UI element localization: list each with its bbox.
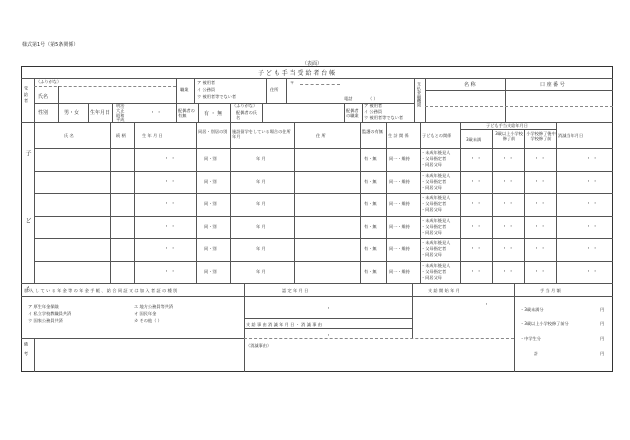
pension-option-b[interactable]: イ 私立学校教職員共済 xyxy=(28,311,72,316)
child-row-category-1[interactable]: ・未成年後見人 xyxy=(421,172,451,178)
bank-name-label: 名 称 xyxy=(464,82,476,88)
child-row-under3[interactable]: ・ ・ xyxy=(470,178,482,185)
recipient-section-label: 受給者 xyxy=(24,86,29,105)
child-row-living[interactable]: 同一・維持 xyxy=(389,201,410,206)
job-label: 職業 xyxy=(180,87,189,92)
remarks-label: 備 考 xyxy=(24,342,29,358)
furigana-label: （ふりがな） xyxy=(36,79,62,84)
child-row-facility[interactable]: 年 月 xyxy=(256,201,266,206)
cert-date-dot[interactable]: ・ xyxy=(326,306,332,312)
child-row-custody[interactable]: 有・無 xyxy=(364,201,377,206)
amount-age3: ・3歳以上小学校修了前分 xyxy=(520,321,569,326)
child-row-under3[interactable]: ・ ・ xyxy=(470,201,482,207)
child-row-category-3[interactable]: ・同居父母 xyxy=(421,184,442,190)
job-option-civil-servant[interactable]: イ 公務員 xyxy=(197,87,216,92)
child-row-category-3[interactable]: ・同居父母 xyxy=(421,229,442,235)
child-row-age3[interactable]: ・ ・ xyxy=(502,246,514,252)
child-row-under3[interactable]: ・ ・ xyxy=(470,246,482,252)
yen-4: 円 xyxy=(600,351,605,356)
middle-header: 小学校修了後中学校修了前 xyxy=(526,131,556,141)
child-row-living[interactable]: 同一・維持 xyxy=(389,246,410,251)
child-row-middle[interactable]: ・ ・ xyxy=(534,268,546,275)
child-row-middle[interactable]: ・ ・ xyxy=(534,201,546,207)
yen-2: 円 xyxy=(600,321,605,326)
child-row-loss[interactable]: ・ ・ xyxy=(586,201,598,207)
ledger-title: 子 ど も 手 当 受 給 者 台 帳 xyxy=(258,70,336,77)
under3-header: 3歳未満 xyxy=(466,137,482,142)
sex-label: 性別 xyxy=(38,110,49,116)
page-side: （表面） xyxy=(302,61,323,67)
child-row-middle[interactable]: ・ ・ xyxy=(534,178,546,185)
loss-date-header: 消滅当年月日 xyxy=(558,133,584,138)
amount-middle: ・中学生分 xyxy=(520,336,541,341)
spouse-job-label: 配偶者の職業 xyxy=(346,108,359,118)
child-row-category-3[interactable]: ・同居父母 xyxy=(421,252,442,257)
pension-option-d[interactable]: エ 地方公務員等共済 xyxy=(134,304,174,309)
child-category-header: 子どもとの関係 xyxy=(422,133,452,138)
child-row-age3[interactable]: ・ ・ xyxy=(502,201,514,207)
child-row-middle[interactable]: ・ ・ xyxy=(534,246,546,252)
spouse-name-label: 配偶者の氏名 xyxy=(236,110,257,120)
child-row-birth[interactable]: ・ ・ xyxy=(164,223,176,230)
spouse-job-other[interactable]: ウ 被用者等でない者 xyxy=(364,115,404,120)
child-row-category-1[interactable]: ・未成年後見人 xyxy=(421,217,451,223)
era-meiji: 明治 xyxy=(116,103,125,108)
amount-total: 計 xyxy=(534,351,539,356)
child-row-same-sep[interactable]: 同・別 xyxy=(204,156,217,161)
child-row-category-2[interactable]: ・父母指定者 xyxy=(421,178,447,184)
era-showa: 昭和 xyxy=(116,113,125,118)
bank-section-label: 支払金融機関 xyxy=(417,82,422,108)
sex-options[interactable]: 男・女 xyxy=(64,110,80,116)
address-label: 住所 xyxy=(270,87,279,92)
child-row-category-2[interactable]: ・父母指定者 xyxy=(421,201,447,206)
child-row-custody[interactable]: 有・無 xyxy=(364,178,377,184)
certification-date-label: 認 定 年 月 日 xyxy=(282,288,309,293)
birth-label: 生年月日 xyxy=(90,110,111,116)
child-row-birth[interactable]: ・ ・ xyxy=(164,246,176,252)
child-row-loss[interactable]: ・ ・ xyxy=(586,178,598,185)
child-custody-header: 監護の有無 xyxy=(362,129,383,134)
child-row-category-1[interactable]: ・未成年後見人 xyxy=(421,195,451,200)
child-row-same-sep[interactable]: 同・別 xyxy=(204,246,217,251)
spouse-job-employee[interactable]: ア 被用者 xyxy=(364,103,383,108)
age3-header: 3歳以上小学校修了前 xyxy=(495,131,523,141)
child-row-age3[interactable]: ・ ・ xyxy=(502,178,514,185)
pension-option-c[interactable]: ウ 国家公務員共済 xyxy=(28,318,63,323)
phone-label: 電話 xyxy=(344,96,353,101)
pension-option-a[interactable]: ア 厚生年金保険 xyxy=(28,304,59,309)
job-option-other[interactable]: ウ 被用者等でない者 xyxy=(197,94,237,99)
child-row-same-sep[interactable]: 同・別 xyxy=(204,268,217,274)
yen-1: 円 xyxy=(600,307,605,312)
monthly-amount-label: 手 当 月 額 xyxy=(540,288,561,293)
child-row-category-3[interactable]: ・同居父母 xyxy=(421,274,442,280)
pension-option-e[interactable]: オ 国民年金 xyxy=(134,311,157,316)
child-living-header: 生 計 関 係 xyxy=(388,133,409,138)
child-same-separate-header: 同居・別居の別 xyxy=(198,129,228,134)
spouse-presence-options[interactable]: 有 ・ 無 xyxy=(204,111,223,117)
child-row-loss[interactable]: ・ ・ xyxy=(586,246,598,252)
phone-paren[interactable]: （ ） xyxy=(368,96,378,101)
change-reason-label: （消滅事由） xyxy=(246,343,272,348)
child-row-category-1[interactable]: ・未成年後見人 xyxy=(421,262,451,268)
child-row-category-3[interactable]: ・同居父母 xyxy=(421,207,442,212)
child-row-loss[interactable]: ・ ・ xyxy=(586,268,598,275)
child-row-same-sep[interactable]: 同・別 xyxy=(204,223,217,229)
child-row-birth[interactable]: ・ ・ xyxy=(164,156,176,162)
child-row-loss[interactable]: ・ ・ xyxy=(586,156,598,162)
amount-under3: ・3歳未満分 xyxy=(520,307,544,312)
child-row-middle[interactable]: ・ ・ xyxy=(534,223,546,230)
form-number: 様式第1号（第5条関係） xyxy=(22,42,79,48)
pension-option-f[interactable]: カ その他（ ） xyxy=(134,318,162,323)
account-number-label: 口 座 番 号 xyxy=(540,82,565,88)
spouse-presence-label: 配偶者の有無 xyxy=(178,108,195,118)
child-row-category-2[interactable]: ・父母指定者 xyxy=(421,156,447,161)
start-date-dot[interactable]: ・ xyxy=(484,302,490,308)
child-row-facility[interactable]: 年 月 xyxy=(256,268,266,274)
spouse-furigana: （ふりがな） xyxy=(232,103,258,108)
recipient-birth-date[interactable]: ・ ・ xyxy=(150,110,162,116)
child-row-under3[interactable]: ・ ・ xyxy=(470,268,482,275)
child-row-facility[interactable]: 年 月 xyxy=(256,246,266,251)
child-row-facility[interactable]: 年 月 xyxy=(256,223,266,229)
child-row-age3[interactable]: ・ ・ xyxy=(502,156,514,162)
child-row-birth[interactable]: ・ ・ xyxy=(164,268,176,275)
recipient-name-label: 氏名 xyxy=(38,94,49,100)
child-row-custody[interactable]: 有・無 xyxy=(364,268,377,274)
child-row-facility[interactable]: 年 月 xyxy=(256,178,266,184)
child-row-category-1[interactable]: ・未成年後見人 xyxy=(421,240,451,245)
payment-start-label: 支 給 開 始 年 月 xyxy=(428,288,460,293)
child-row-age3[interactable]: ・ ・ xyxy=(502,223,514,230)
job-option-employee[interactable]: ア 被用者 xyxy=(197,80,216,85)
child-row-custody[interactable]: 有・無 xyxy=(364,223,377,229)
child-row-custody[interactable]: 有・無 xyxy=(364,246,377,251)
child-row-same-sep[interactable]: 同・別 xyxy=(204,178,217,184)
child-row-facility[interactable]: 年 月 xyxy=(256,156,266,161)
child-row-under3[interactable]: ・ ・ xyxy=(470,223,482,230)
child-row-loss[interactable]: ・ ・ xyxy=(586,223,598,230)
child-row-category-2[interactable]: ・父母指定者 xyxy=(421,268,447,274)
child-row-living[interactable]: 同一・維持 xyxy=(389,268,410,274)
child-name-header: 氏 名 xyxy=(64,133,74,138)
child-row-category-2[interactable]: ・父母指定者 xyxy=(421,223,447,229)
era-taisho: 大正 xyxy=(116,108,125,113)
yen-3: 円 xyxy=(600,336,605,341)
postal-mark: 〒 xyxy=(290,80,295,85)
child-row-age3[interactable]: ・ ・ xyxy=(502,268,514,275)
child-facility-header: 施設留学をしている場合の住所年月 xyxy=(232,129,291,139)
spouse-job-civil[interactable]: イ 公務員 xyxy=(364,109,383,114)
child-row-category-3[interactable]: ・同居父母 xyxy=(421,162,442,167)
era-heisei: 平成 xyxy=(116,117,125,122)
children-section-label: 子 ど も xyxy=(24,150,31,322)
child-row-living[interactable]: 同一・維持 xyxy=(389,178,410,184)
child-row-birth[interactable]: ・ ・ xyxy=(164,178,176,185)
child-address-header: 住 所 xyxy=(316,133,326,138)
child-row-under3[interactable]: ・ ・ xyxy=(470,156,482,162)
child-row-birth[interactable]: ・ ・ xyxy=(164,201,176,207)
child-row-living[interactable]: 同一・維持 xyxy=(389,223,410,229)
child-row-category-2[interactable]: ・父母指定者 xyxy=(421,246,447,251)
child-row-custody[interactable]: 有・無 xyxy=(364,156,377,161)
child-row-category-1[interactable]: ・未成年後見人 xyxy=(421,150,451,155)
child-row-living[interactable]: 同一・維持 xyxy=(389,156,410,161)
child-row-middle[interactable]: ・ ・ xyxy=(534,156,546,162)
change-reason-header: 支 給 事 由 消 滅 年 月 日 ・ 消 滅 事 由 xyxy=(246,322,322,327)
pension-type-title: 加 入 し て い る 年 金 等 の 年 金 手 帳 、 給 合 同 証 又 は 加 入 者 証 の 種 別 xyxy=(24,288,178,293)
change-date-dot[interactable]: ・ xyxy=(326,333,332,339)
child-birth-header: 生 年 月 日 xyxy=(142,133,163,138)
child-row-same-sep[interactable]: 同・別 xyxy=(204,201,217,206)
child-payment-header: 子ども手当支給年月日 xyxy=(486,123,528,128)
child-relation-header: 続 柄 xyxy=(116,133,126,138)
